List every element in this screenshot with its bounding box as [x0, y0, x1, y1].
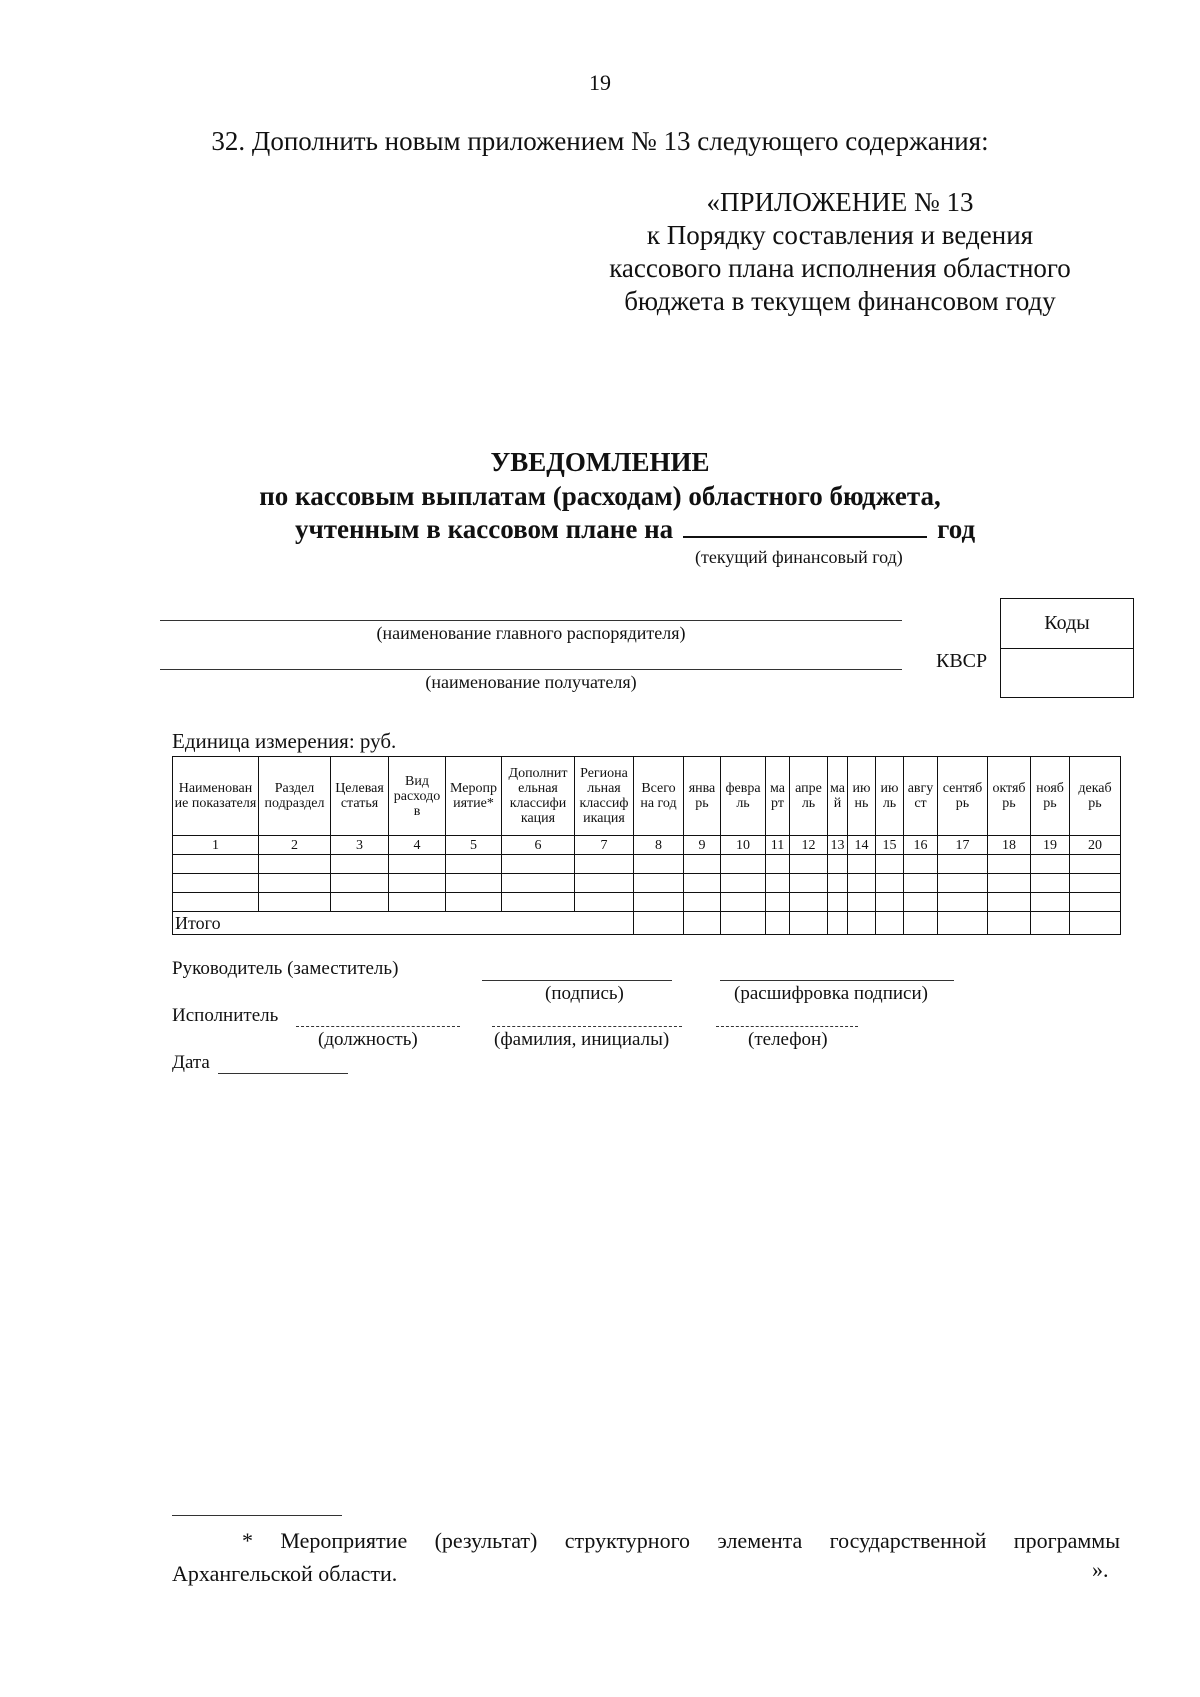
recipient-caption: (наименование получателя): [425, 672, 637, 692]
intro-text: 32. Дополнить новым приложением № 13 следующего содержания:: [211, 126, 989, 156]
table-row[interactable]: [173, 874, 1121, 893]
page-number: 19: [589, 70, 611, 95]
column-header: Наименован ие показателя: [173, 757, 259, 836]
main-manager-line[interactable]: [160, 620, 902, 621]
column-header: Вид расходо в: [389, 757, 446, 836]
column-number: 19: [1031, 836, 1070, 855]
appendix-line-1: «ПРИЛОЖЕНИЕ № 13: [706, 187, 974, 217]
column-number: 18: [988, 836, 1031, 855]
notice-title: УВЕДОМЛЕНИЕ: [490, 447, 710, 477]
unit-label: Единица измерения: руб.: [172, 729, 397, 753]
column-header: ма й: [828, 757, 848, 836]
table-header-row: [173, 757, 1121, 836]
notice-year-line: [295, 514, 975, 545]
name-line[interactable]: [492, 1026, 682, 1027]
footnote-text: * Мероприятие (результат) структурного элемента государственной программы Архангельской области.: [172, 1528, 1120, 1586]
codes-label: Коды: [1001, 599, 1133, 649]
column-number: 2: [259, 836, 331, 855]
total-label: Итого: [173, 912, 634, 935]
decoding-line[interactable]: [720, 980, 954, 981]
column-number: 17: [938, 836, 988, 855]
position-line[interactable]: [296, 1026, 460, 1027]
column-header: апре ль: [790, 757, 828, 836]
column-header: авгу ст: [904, 757, 938, 836]
column-header: Всего на год: [634, 757, 684, 836]
column-number-row: [173, 836, 1121, 855]
head-label: Руководитель (заместитель): [172, 958, 399, 979]
column-number: 14: [848, 836, 876, 855]
decoding-caption: (расшифровка подписи): [734, 983, 928, 1004]
year-line-suffix: год: [937, 514, 976, 544]
column-number: 7: [575, 836, 634, 855]
date-label: Дата: [172, 1052, 210, 1073]
column-number: 8: [634, 836, 684, 855]
column-number: 1: [173, 836, 259, 855]
column-number: 16: [904, 836, 938, 855]
column-number: 10: [721, 836, 766, 855]
column-number: 15: [876, 836, 904, 855]
year-blank-field[interactable]: [683, 514, 927, 538]
kvsr-code-cell[interactable]: [1001, 649, 1133, 697]
column-header: Дополнит ельная классифи кация: [502, 757, 575, 836]
phone-caption: (телефон): [748, 1029, 828, 1050]
footnote-rule: [172, 1515, 342, 1516]
column-number: 5: [446, 836, 502, 855]
table-row[interactable]: [173, 855, 1121, 874]
name-caption: (фамилия, инициалы): [494, 1029, 670, 1050]
main-manager-caption: (наименование главного распорядителя): [376, 623, 686, 643]
position-caption: (должность): [318, 1029, 418, 1050]
column-header: декаб рь: [1070, 757, 1121, 836]
column-number: 13: [828, 836, 848, 855]
payments-table: [172, 756, 1121, 935]
column-header: Целевая статья: [331, 757, 389, 836]
appendix-line-3: кассового плана исполнения областного: [609, 253, 1071, 283]
column-number: 11: [766, 836, 790, 855]
signature-caption: (подпись): [545, 983, 624, 1004]
appendix-line-4: бюджета в текущем финансовом году: [624, 286, 1056, 316]
column-header: ма рт: [766, 757, 790, 836]
column-number: 4: [389, 836, 446, 855]
codes-box: [1000, 598, 1134, 698]
table-row[interactable]: [173, 893, 1121, 912]
column-header: ию ль: [876, 757, 904, 836]
executor-label: Исполнитель: [172, 1005, 279, 1026]
closing-quote: ».: [1092, 1557, 1109, 1582]
phone-line[interactable]: [716, 1026, 858, 1027]
kvsr-label: КВСР: [936, 650, 988, 672]
column-header: сентяб рь: [938, 757, 988, 836]
column-header: октяб рь: [988, 757, 1031, 836]
column-number: 3: [331, 836, 389, 855]
notice-subtitle: по кассовым выплатам (расходам) областного бюджета,: [259, 481, 941, 511]
recipient-line[interactable]: [160, 669, 902, 670]
total-row[interactable]: [173, 912, 1121, 935]
column-number: 6: [502, 836, 575, 855]
column-header: Регионa льная классиф икация: [575, 757, 634, 836]
column-header: янва рь: [684, 757, 721, 836]
year-caption: (текущий финансовый год): [695, 547, 903, 567]
signature-line[interactable]: [482, 980, 672, 981]
appendix-header: [560, 186, 1120, 318]
column-number: 9: [684, 836, 721, 855]
column-header: ию нь: [848, 757, 876, 836]
column-header: февра ль: [721, 757, 766, 836]
column-header: Раздел подраздел: [259, 757, 331, 836]
year-line-prefix: учтенным в кассовом плане на: [295, 514, 674, 544]
column-header: нояб рь: [1031, 757, 1070, 836]
column-header: Меропр иятие*: [446, 757, 502, 836]
appendix-line-2: к Порядку составления и ведения: [646, 220, 1034, 250]
column-number: 12: [790, 836, 828, 855]
date-line[interactable]: [218, 1073, 348, 1074]
column-number: 20: [1070, 836, 1121, 855]
